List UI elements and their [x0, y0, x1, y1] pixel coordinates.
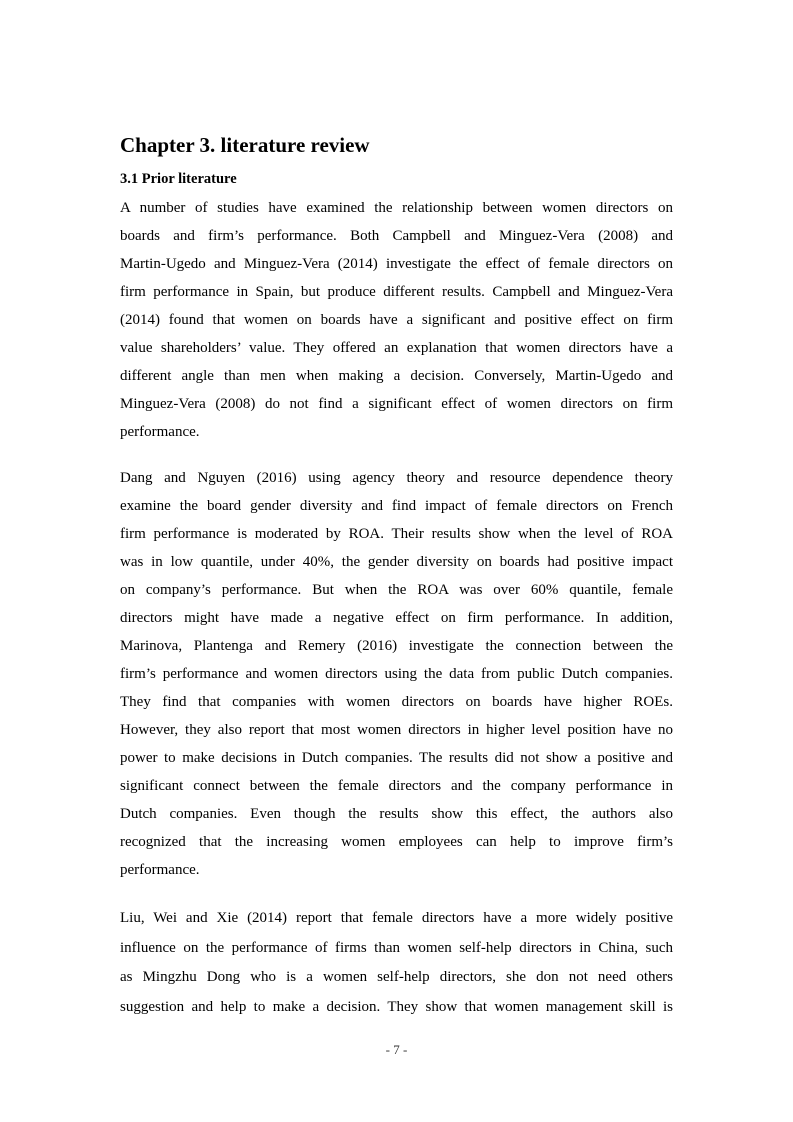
- page-number: - 7 -: [385, 1042, 408, 1057]
- text-line: However, they also report that most women directors in higher level position have no: [120, 722, 673, 738]
- text-line: power to make decisions in Dutch companies. The results did not show a positive and: [120, 750, 673, 766]
- chapter-title: Chapter 3. literature review: [120, 133, 370, 157]
- text-line: boards and firm’s performance. Both Campbell and Minguez-Vera (2008) and: [120, 228, 673, 244]
- text-line: (2014) found that women on boards have a significant and positive effect on firm: [120, 312, 673, 328]
- text-line: was in low quantile, under 40%, the gender diversity on boards had positive impact: [120, 554, 673, 570]
- text-line: influence on the performance of firms than women self-help directors in China, such: [120, 939, 673, 956]
- text-line: Liu, Wei and Xie (2014) report that female directors have a more widely positive: [120, 910, 673, 926]
- text-line: as Mingzhu Dong who is a women self-help directors, she don not need others: [120, 969, 673, 985]
- text-line: firm performance is moderated by ROA. Their results show when the level of ROA: [120, 526, 673, 542]
- text-line: directors might have made a negative effect on firm performance. In addition,: [120, 610, 673, 626]
- section-title: 3.1 Prior literature: [120, 171, 237, 187]
- text-line: value shareholders’ value. They offered an explanation that women directors have a: [120, 340, 673, 356]
- text-line: Dang and Nguyen (2016) using agency theory and resource dependence theory: [120, 470, 673, 486]
- text-line: suggestion and help to make a decision. They show that women management skill is: [120, 998, 673, 1015]
- text-line: A number of studies have examined the relationship between women directors on: [120, 200, 673, 216]
- text-line: significant connect between the female directors and the company performance in: [120, 778, 673, 794]
- text-line: They find that companies with women directors on boards have higher ROEs.: [120, 694, 673, 710]
- text-line: examine the board gender diversity and find impact of female directors on French: [120, 498, 673, 514]
- paragraph-1: [120, 194, 673, 446]
- text-line: Marinova, Plantenga and Remery (2016) investigate the connection between the: [120, 638, 673, 654]
- text-line: firm performance in Spain, but produce different results. Campbell and Minguez-Vera: [120, 284, 673, 300]
- text-line: on company’s performance. But when the ROA was over 60% quantile, female: [120, 582, 673, 598]
- text-line: performance.: [120, 424, 200, 440]
- text-line: firm’s performance and women directors using the data from public Dutch companies.: [120, 666, 673, 682]
- paragraph-3: [120, 904, 673, 1022]
- paragraph-2: [120, 464, 673, 884]
- text-line: performance.: [120, 862, 200, 878]
- text-line: Martin-Ugedo and Minguez-Vera (2014) investigate the effect of female directors on: [120, 256, 673, 272]
- text-line: recognized that the increasing women employees can help to improve firm’s: [120, 834, 673, 850]
- text-line: Minguez-Vera (2008) do not find a significant effect of women directors on firm: [120, 396, 673, 412]
- text-line: different angle than men when making a decision. Conversely, Martin-Ugedo and: [120, 368, 673, 384]
- text-line: Dutch companies. Even though the results show this effect, the authors also: [120, 806, 673, 822]
